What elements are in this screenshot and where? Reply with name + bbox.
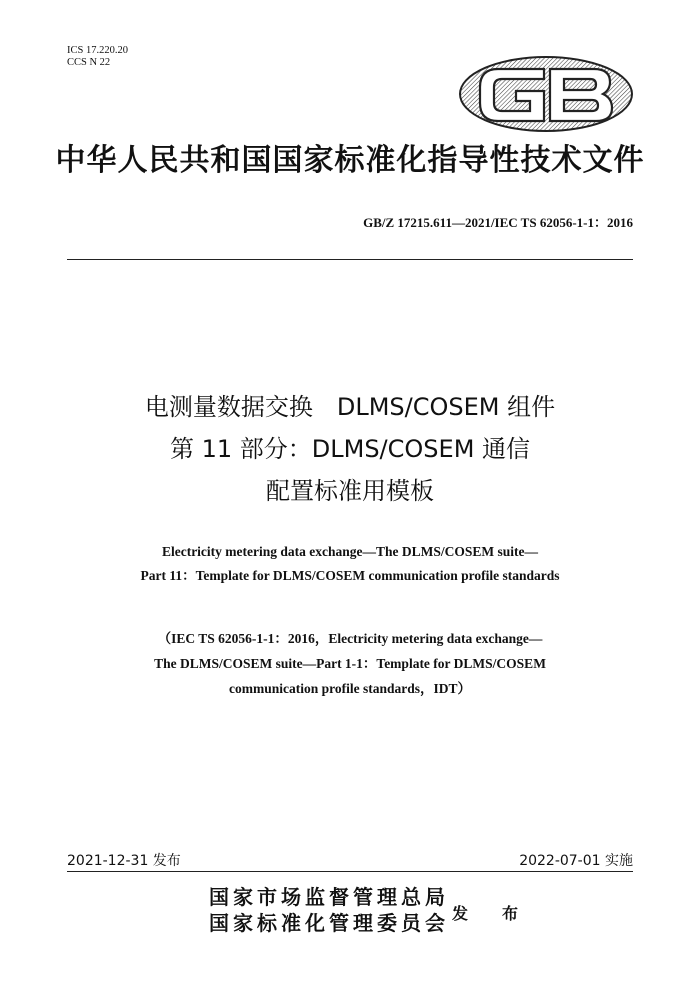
chinese-title-line-2: 第 11 部分：DLMS/COSEM 通信 xyxy=(169,435,531,463)
issuing-authorities xyxy=(209,884,449,936)
identical-standard-note xyxy=(0,626,700,701)
english-title xyxy=(0,540,700,588)
top-divider xyxy=(67,259,633,260)
document-type: 中华人民共和国国家标准化指导性技术文件 xyxy=(55,143,645,178)
ics-code: ICS 17.220.20 xyxy=(67,45,128,56)
issuer-samr: 国家市场监督管理总局 xyxy=(209,885,449,909)
english-title-line-1: Electricity metering data exchange—The DLMS/COSEM suite— xyxy=(161,544,539,559)
issuer-sac: 国家标准化管理委员会 xyxy=(209,911,449,935)
idt-line-1: （IEC TS 62056-1-1：2016，Electricity metering data exchange— xyxy=(157,631,543,646)
gb-logo-text: GB xyxy=(458,55,460,56)
classification-codes xyxy=(67,45,128,69)
publish-label: 发 布 xyxy=(452,904,528,923)
chinese-title-line-3: 配置标准用模板 xyxy=(266,477,434,505)
idt-line-3: communication profile standards，IDT） xyxy=(228,681,472,696)
implementation-date: 2022-07-01 实施 xyxy=(519,853,633,869)
ccs-code: CCS N 22 xyxy=(67,57,111,68)
gb-logo xyxy=(458,55,634,133)
issue-date: 2021-12-31 发布 xyxy=(67,853,181,869)
chinese-title xyxy=(0,386,700,512)
standard-number: GB/Z 17215.611—2021/IEC TS 62056-1-1：2016 xyxy=(363,215,633,230)
english-title-line-2: Part 11：Template for DLMS/COSEM communication profile standards xyxy=(140,568,560,583)
idt-line-2: The DLMS/COSEM suite—Part 1-1：Template for DLMS/COSEM xyxy=(154,656,546,671)
chinese-title-line-1: 电测量数据交换 DLMS/COSEM 组件 xyxy=(144,393,556,421)
bottom-divider xyxy=(67,871,633,872)
